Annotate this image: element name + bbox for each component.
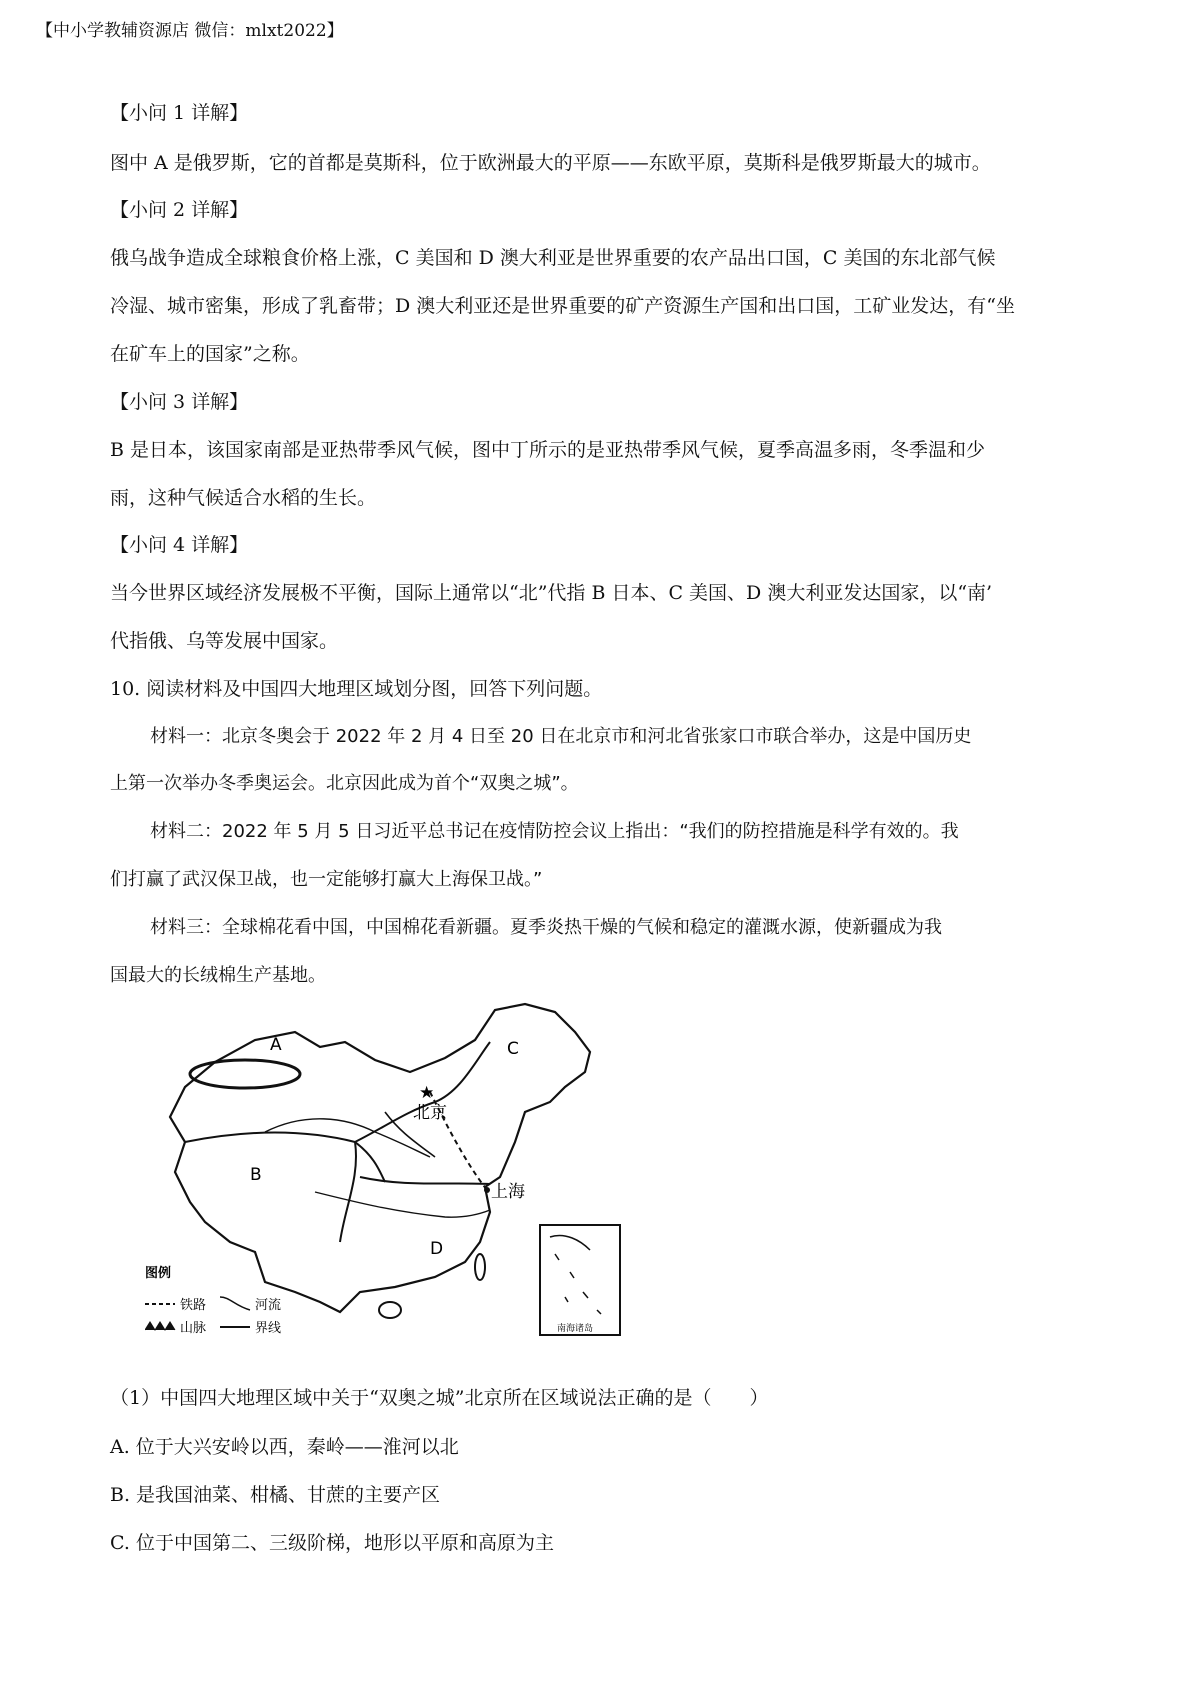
q10-intro: 10. 阅读材料及中国四大地理区域划分图，回答下列问题。	[110, 678, 603, 700]
region-label-b: B	[250, 1165, 262, 1185]
q9-sub4-line: 代指俄、乌等发展中国家。	[110, 630, 339, 652]
china-regions-map	[145, 992, 725, 1362]
boundary-line	[360, 1177, 490, 1184]
city-dot-shanghai	[484, 1187, 490, 1193]
q9-sub3-title: 【小问 3 详解】	[110, 391, 249, 413]
china-outline	[170, 1004, 590, 1312]
option-a: A. 位于大兴安岭以西，秦岭——淮河以北	[110, 1436, 459, 1458]
material-line: 国最大的长绒棉生产基地。	[110, 965, 326, 986]
q9-sub2-title: 【小问 2 详解】	[110, 199, 249, 221]
q9-sub2-line: 在矿车上的国家”之称。	[110, 343, 310, 365]
legend-boundary-label: 界线	[255, 1321, 282, 1336]
q9-sub4-title: 【小问 4 详解】	[110, 534, 249, 556]
q9-sub1-title: 【小问 1 详解】	[110, 102, 249, 124]
q9-sub2-line: 俄乌战争造成全球粮食价格上涨，C 美国和 D 澳大利亚是世界重要的农产品出口国，C 美国的东北部气候	[110, 247, 996, 269]
legend-river-label: 河流	[255, 1298, 282, 1313]
material-line: 材料二：2022 年 5 月 5 日习近平总书记在疫情防控会议上指出：“我们的防控措施是科学有效的。我	[150, 821, 959, 842]
river	[315, 1192, 490, 1217]
tarim-basin	[190, 1060, 300, 1088]
taiwan-island	[475, 1254, 485, 1280]
material-line: 材料一：北京冬奥会于 2022 年 2 月 4 日至 20 日在北京市和河北省张家口市联合举办，这是中国历史	[150, 726, 972, 747]
capital-star-icon: ★	[419, 1083, 435, 1103]
option-b: B. 是我国油菜、柑橘、甘蔗的主要产区	[110, 1484, 441, 1506]
hainan-island	[379, 1302, 401, 1318]
inset-coastline	[550, 1235, 601, 1314]
legend-mountain-swatch	[145, 1322, 175, 1330]
region-label-d: D	[430, 1239, 444, 1259]
q9-sub1-text: 图中 A 是俄罗斯，它的首都是莫斯科，位于欧洲最大的平原——东欧平原，莫斯科是俄罗斯最大的城市。	[110, 152, 991, 174]
q9-sub4-line: 当今世界区域经济发展极不平衡，国际上通常以“北”代指 B 日本、C 美国、D 澳大利亚发达国家，以“南’	[110, 582, 993, 604]
material-line: 们打赢了武汉保卫战，也一定能够打赢大上海保卫战。”	[110, 869, 543, 890]
region-label-c: C	[507, 1039, 519, 1059]
q9-sub3-line: B 是日本，该国家南部是亚热带季风气候，图中丁所示的是亚热带季风气候，夏季高温多雨，冬季温和少	[110, 439, 986, 461]
legend-railway-label: 铁路	[180, 1298, 207, 1313]
material-line: 材料三：全球棉花看中国，中国棉花看新疆。夏季炎热干燥的气候和稳定的灌溉水源，使新疆成为我	[150, 917, 942, 938]
page-header: 【中小学教辅资源店 微信：mlxt2022】	[36, 21, 344, 41]
q9-sub2-line: 冷湿、城市密集，形成了乳畜带；D 澳大利亚还是世界重要的矿产资源生产国和出口国，工矿业发达，有“坐	[110, 295, 1015, 317]
legend-mountain-label: 山脉	[180, 1321, 207, 1336]
river	[265, 1119, 430, 1157]
option-c: C. 位于中国第二、三级阶梯，地形以平原和高原为主	[110, 1532, 554, 1554]
q9-sub3-line: 雨，这种气候适合水稻的生长。	[110, 487, 377, 509]
region-label-a: A	[270, 1035, 282, 1055]
material-line: 上第一次举办冬季奥运会。北京因此成为首个“双奥之城”。	[110, 773, 579, 794]
city-label-beijing: 北京	[413, 1103, 447, 1123]
legend-river-swatch	[220, 1297, 250, 1310]
city-label-shanghai: 上海	[491, 1182, 525, 1202]
inset-label: 南海诸岛	[557, 1324, 594, 1334]
q10-question-1: （1）中国四大地理区域中关于“双奥之城”北京所在区域说法正确的是（ ）	[110, 1387, 769, 1409]
legend-title: 图例	[145, 1266, 172, 1281]
boundary-line	[340, 1142, 356, 1242]
